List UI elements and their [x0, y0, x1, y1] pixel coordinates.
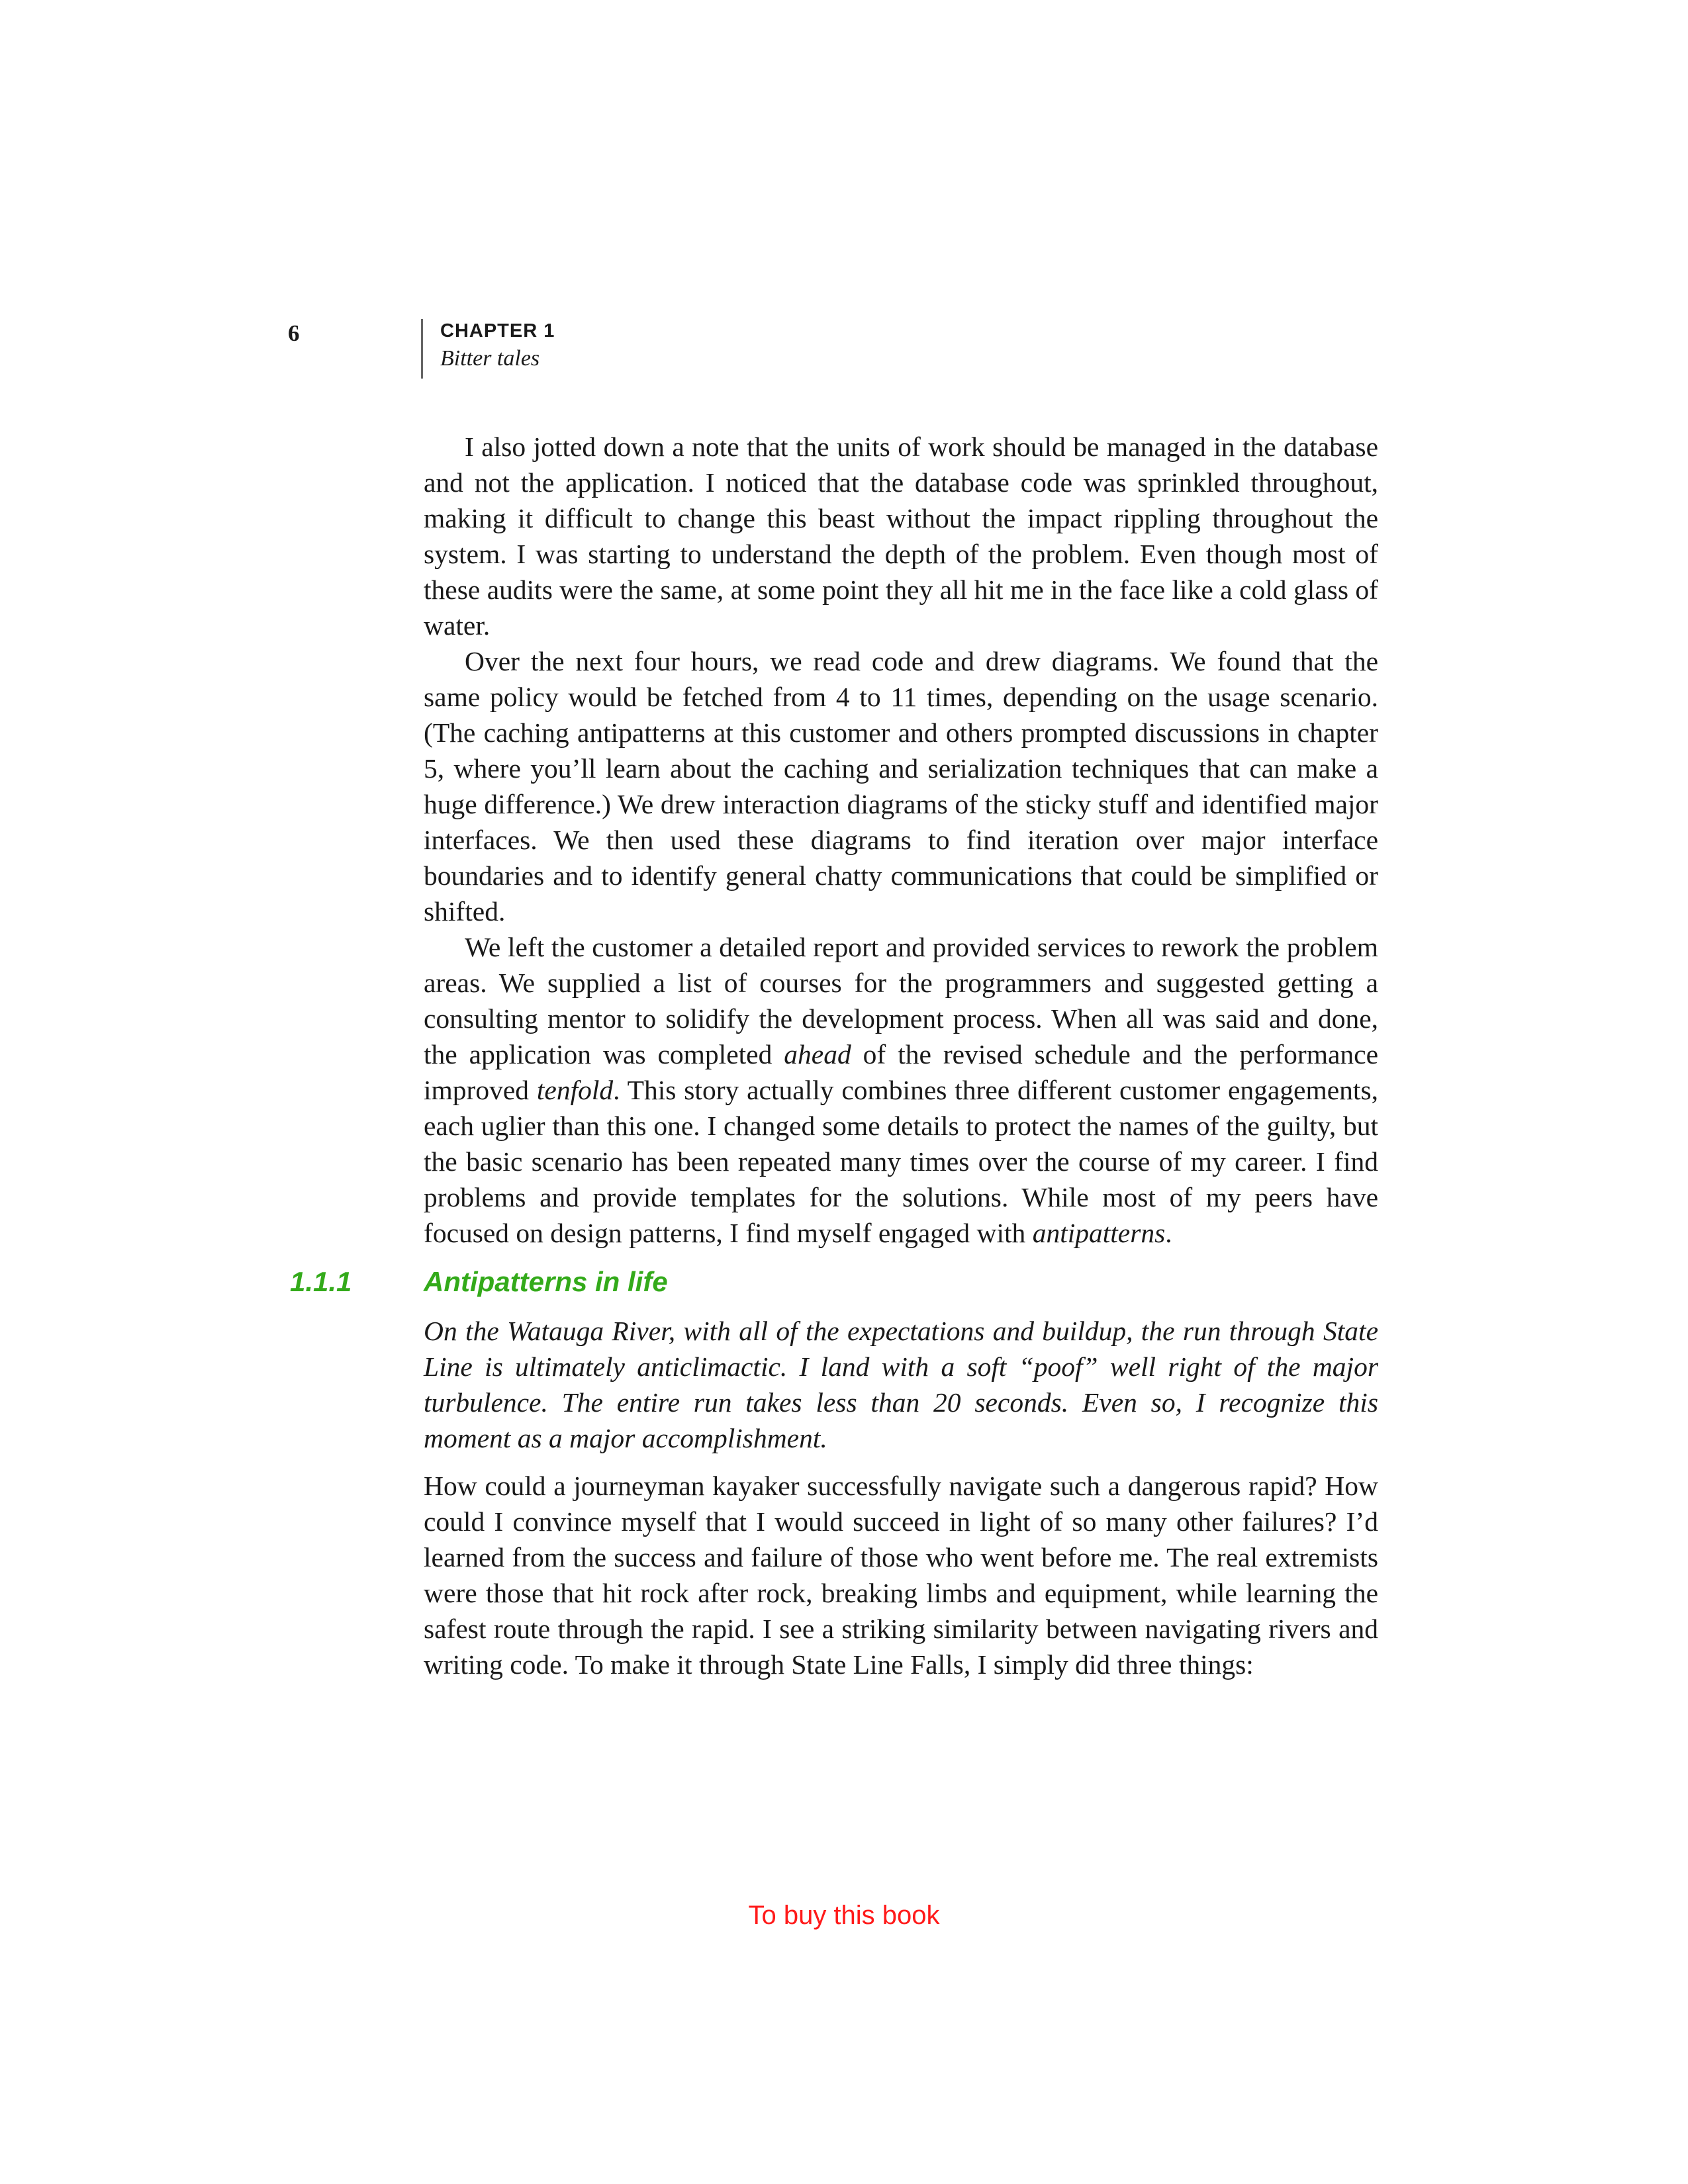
paragraph-3-text-c: of the revised schedule and the performance improved — [424, 1039, 1378, 1105]
section-body-paragraph: How could a journeyman kayaker successfully navigate such a dangerous rapid? How could I convince myself that I would succeed in light of so many other failures? I’d learned from the success and failure of those who went before me. The real extremists were those that hit rock after rock, breaking limbs and equipment, while learning the safest route through the rapid. I see a striking similarity between navigating rivers and writing code. To make it through State Line Falls, I simply did three things: — [424, 1471, 1378, 1680]
epigraph: On the Watauga River, with all of the expectations and buildup, the run through State Line is ultimately anticlimactic. I land with a soft “poof” well right of the major turbulence. The entire run takes less than 20 seconds. Even so, I recognize this moment as a major accomplishment. — [424, 1316, 1378, 1453]
section-title: Antipatterns in life — [424, 1266, 668, 1297]
emphasis-tenfold: tenfold — [536, 1075, 614, 1105]
section-number: 1.1.1 — [290, 1266, 352, 1297]
emphasis-ahead: ahead — [784, 1039, 851, 1069]
emphasis-antipatterns: antipatterns — [1032, 1218, 1166, 1248]
paragraph-1: I also jotted down a note that the units of work should be managed in the database and not the application. I noticed that the database code was sprinkled throughout, making it difficult to change this beast without the impact rippling throughout the system. I was starting to understand the depth of the problem. Even though most of these audits were the same, at some point they all hit me in the face like a cold glass of water. — [424, 432, 1378, 641]
chapter-title: Bitter tales — [440, 346, 540, 371]
body-text — [290, 429, 1378, 1682]
running-head — [421, 319, 555, 379]
paragraph-3-text-g: . — [1165, 1218, 1172, 1248]
page-number: 6 — [288, 320, 300, 346]
paragraph-3-text-a: We left the customer a detailed report and provided services to rework the problem areas. We supplied a list of courses for the programmers and suggested getting a consulting mentor to solidify the development process. When all was said and done, the application was completed — [424, 932, 1378, 1069]
section-heading — [290, 1256, 1378, 1308]
paragraph-3-text-e: . This story actually combines three different customer engagements, each uglier than this one. I changed some details to protect the names of the guilty, but the basic scenario has been repeated many times over the course of my career. I find problems and provide templates for the solutions. While most of my peers have focused on design patterns, I find myself engaged with — [424, 1075, 1378, 1248]
paragraph-2: Over the next four hours, we read code and drew diagrams. We found that the same policy would be fetched from 4 to 11 times, depending on the usage scenario. (The caching antipatterns at this customer and others prompted discussions in chapter 5, where you’ll learn about the caching and serialization techniques that can make a huge difference.) We drew interaction diagrams of the sticky stuff and identified major interfaces. We then used these diagrams to find iteration over major interface boundaries and to identify general chatty communications that could be simplified or shifted. — [424, 646, 1378, 927]
chapter-label: CHAPTER 1 — [440, 320, 555, 341]
buy-book-link[interactable]: To buy this book — [748, 1901, 940, 1930]
paragraph-3 — [424, 929, 1378, 1251]
